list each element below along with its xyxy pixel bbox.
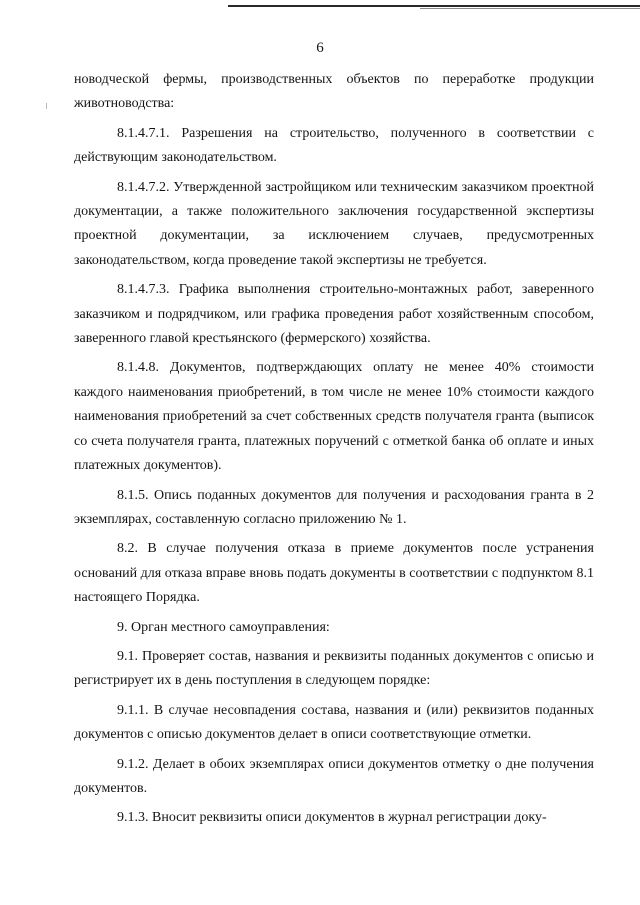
paragraph-8-1-4-8: 8.1.4.8. Документов, подтверждающих оплату не менее 40% стоимости каждого наименования приобретений, в том числе не менее 10% стоимости каждого наименования приобретений за счет собственных средств получателя гранта (выписок со счета получателя гранта, платежных поручений с отметкой банка об оплате и иных платежных документов). (74, 360, 594, 474)
paragraph-8-2: 8.2. В случае получения отказа в приеме документов после устранения оснований для отказа вправе вновь подать документы в соответствии с подпунктом 8.1 настоящего Порядка. (74, 541, 594, 606)
top-border-line-thin (420, 8, 640, 9)
paragraph-9-1-1: 9.1.1. В случае несовпадения состава, названия и (или) реквизитов поданных документов с описью документов делает в описи соответствующие отметки. (74, 702, 594, 743)
paragraph-8-1-4-7-1: 8.1.4.7.1. Разрешения на строительство, полученного в соответствии с действующим законодательством. (74, 125, 594, 166)
top-border-line (228, 5, 640, 7)
paragraph-9-1-3: 9.1.3. Вносит реквизиты описи документов в журнал регистрации доку- (117, 810, 547, 826)
paragraph-9: 9. Орган местного самоуправления: (117, 619, 330, 635)
page-number: 6 (316, 40, 324, 56)
paragraph-8-1-5: 8.1.5. Опись поданных документов для получения и расходования гранта в 2 экземплярах, составленную согласно приложению № 1. (74, 487, 594, 527)
document-body (74, 68, 594, 836)
paragraph-8-1-4-7-2: 8.1.4.7.2. Утвержденной застройщиком или техническим заказчиком проектной документации, а также положительного заключения государственной экспертизы проектной документации, за исключением случаев, предусмотренных законодательством, когда проведение такой экспертизы не требуется. (74, 179, 594, 268)
paragraph-9-1: 9.1. Проверяет состав, названия и реквизиты поданных документов с описью и регистрирует их в день поступления в следующем порядке: (74, 648, 594, 689)
paragraph-8-1-4-7-3: 8.1.4.7.3. Графика выполнения строительно-монтажных работ, заверенного заказчиком и подрядчиком, или графика проведения работ хозяйственным способом, заверенного главой крестьянского (фермерского) хозяйства. (74, 282, 594, 347)
scan-margin-mark (46, 103, 47, 109)
paragraph-continuation: новодческой фермы, производственных объектов по переработке продукции животноводства: (74, 72, 594, 112)
paragraph-9-1-2: 9.1.2. Делает в обоих экземплярах описи документов отметку о дне получения документов. (74, 756, 594, 796)
